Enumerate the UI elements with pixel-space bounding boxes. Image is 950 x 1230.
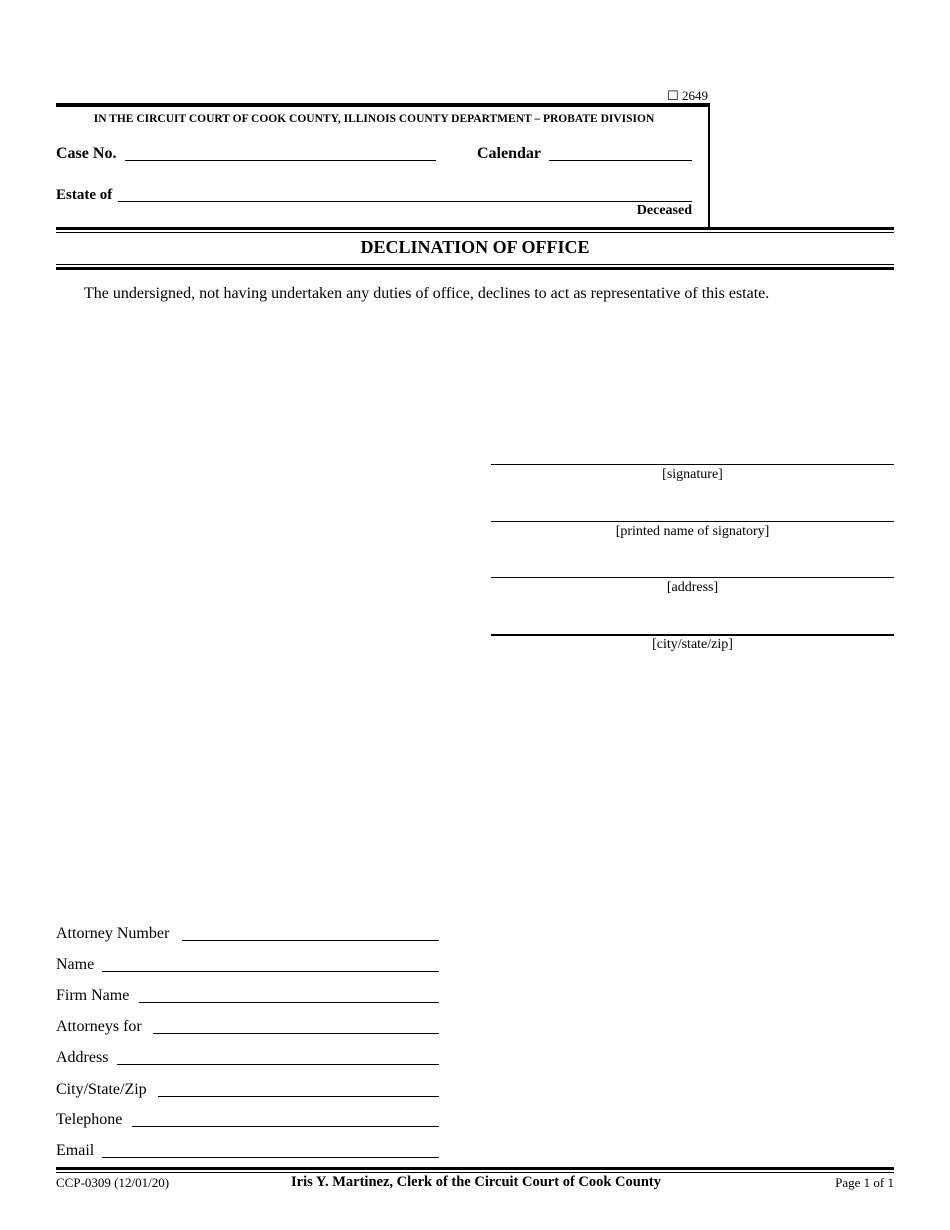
signature-line[interactable] bbox=[491, 464, 894, 465]
signatory-address-label: [address] bbox=[666, 580, 719, 595]
title-top-rule-thin bbox=[56, 232, 894, 233]
printed-name-line[interactable] bbox=[491, 521, 894, 522]
footer-rule-thin bbox=[56, 1172, 894, 1173]
form-code: ☐ 2649 bbox=[667, 88, 708, 103]
title-bottom-rule-thick bbox=[56, 267, 894, 270]
attorney-city-field[interactable] bbox=[158, 1096, 439, 1097]
attorneys-for-field[interactable] bbox=[153, 1033, 439, 1034]
attorney-name-label: Name bbox=[56, 956, 95, 973]
page-number: Page 1 of 1 bbox=[835, 1175, 894, 1190]
signature-label: [signature] bbox=[662, 467, 723, 482]
deceased-label: Deceased bbox=[636, 203, 692, 218]
estate-field[interactable] bbox=[118, 201, 692, 202]
calendar-label: Calendar bbox=[477, 145, 541, 162]
title-bottom-rule-thin bbox=[56, 264, 894, 265]
clerk-name: Iris Y. Martinez, Clerk of the Circuit Court of Cook County bbox=[291, 1174, 661, 1190]
case-no-field[interactable] bbox=[125, 160, 436, 161]
email-field[interactable] bbox=[102, 1157, 439, 1158]
firm-name-field[interactable] bbox=[139, 1002, 439, 1003]
header-right-rule bbox=[708, 103, 710, 228]
court-line: IN THE CIRCUIT COURT OF COOK COUNTY, ILLINOIS COUNTY DEPARTMENT – PROBATE DIVISION bbox=[93, 113, 655, 125]
printed-name-label: [printed name of signatory] bbox=[615, 524, 770, 539]
attorneys-for-label: Attorneys for bbox=[56, 1018, 142, 1035]
calendar-field[interactable] bbox=[549, 160, 692, 161]
signatory-city-line[interactable] bbox=[491, 634, 894, 636]
attorney-number-field[interactable] bbox=[182, 940, 439, 941]
estate-label: Estate of bbox=[56, 187, 113, 203]
telephone-field[interactable] bbox=[132, 1126, 439, 1127]
signatory-city-label: [city/state/zip] bbox=[652, 637, 733, 652]
title-top-rule-thick bbox=[56, 227, 894, 230]
form-id: CCP-0309 (12/01/20) bbox=[56, 1175, 170, 1190]
case-no-label: Case No. bbox=[56, 145, 117, 162]
attorney-number-label: Attorney Number bbox=[56, 925, 170, 942]
attorney-address-field[interactable] bbox=[117, 1064, 439, 1065]
header-top-rule bbox=[56, 103, 709, 107]
signatory-address-line[interactable] bbox=[491, 577, 894, 578]
email-label: Email bbox=[56, 1142, 95, 1159]
footer-rule-thick bbox=[56, 1167, 894, 1170]
page-title: DECLINATION OF OFFICE bbox=[360, 237, 590, 257]
attorney-city-label: City/State/Zip bbox=[56, 1081, 147, 1098]
firm-name-label: Firm Name bbox=[56, 987, 130, 1004]
attorney-name-field[interactable] bbox=[102, 971, 439, 972]
declination-statement: The undersigned, not having undertaken any duties of office, declines to act as representative of this estate. bbox=[84, 285, 770, 302]
telephone-label: Telephone bbox=[56, 1111, 123, 1128]
attorney-address-label: Address bbox=[56, 1049, 109, 1066]
